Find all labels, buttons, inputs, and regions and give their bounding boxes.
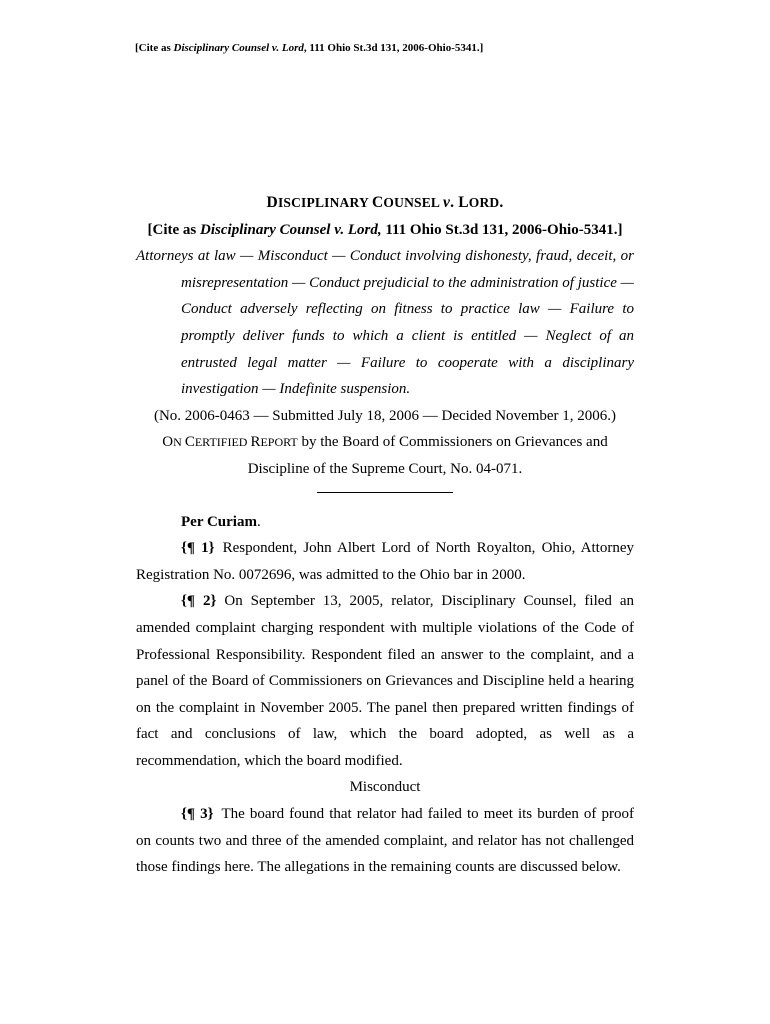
running-head [0, 42, 770, 54]
certified-c: C [184, 434, 195, 451]
opinion-body [136, 190, 634, 881]
title-v: v [442, 194, 451, 211]
case-title [136, 190, 634, 217]
certified-ertified: ERTIFIED [194, 435, 251, 450]
title-ord: ORD [468, 195, 500, 210]
cite-case-name: Disciplinary Counsel v. Lord, [200, 221, 382, 238]
headnote: Attorneys at law — Misconduct — Conduct involving dishonesty, fraud, deceit, or misrepresentation — Conduct prejudicial to the administration of justice — Conduct adversely reflecting on fitness to practice law — Failure to promptly deliver funds to which a client is entitled — Neglect of an entrusted legal matter — Failure to cooperate with a disciplinary investigation — Indefinite suspension. [136, 248, 634, 398]
paragraph-text: The board found that relator had failed to meet its burden of proof on counts two and three of the amended complaint, and relator has not challenged those findings here. The allegations in the remaining counts are discussed below. [136, 806, 635, 876]
cite-prefix: [Cite as [147, 221, 201, 238]
paragraph-number: {¶ 1} [181, 540, 215, 557]
title-c: C [372, 194, 384, 211]
docket-line: (No. 2006-0463 — Submitted July 18, 2006 — Decided November 1, 2006.) [153, 407, 617, 424]
paragraph-2 [136, 588, 634, 774]
per-curiam [136, 509, 634, 536]
certified-report [136, 429, 634, 482]
paragraph-text: On September 13, 2005, relator, Disciplinary Counsel, filed an amended complaint charging respondent with multiple violations of the Code of Professional Responsibility. Respondent filed an answer to the complaint, and a panel of the Board of Commissioners on Grievances and Discipline held a hearing on the complaint in November 2005. The panel then prepared written findings of fact and conclusions of law, which the board adopted, as well as a recommendation, which the board modified. [136, 593, 635, 769]
running-head-suffix: , 111 Ohio St.3d 131, 2006-Ohio-5341.] [303, 42, 484, 54]
cite-suffix: 111 Ohio St.3d 131, 2006-Ohio-5341.] [381, 221, 623, 238]
paragraph-text: Respondent, John Albert Lord of North Royalton, Ohio, Attorney Registration No. 0072696, was admitted to the Ohio bar in 2000. [136, 540, 634, 583]
certified-rest-line1: by the Board of Commissioners on Grievances and [297, 434, 608, 451]
case-citation [136, 217, 634, 244]
per-curiam-period: . [256, 513, 261, 530]
section-heading: Misconduct [349, 779, 421, 796]
paragraph-3 [136, 801, 634, 881]
running-head-prefix: [Cite as [135, 42, 174, 54]
running-head-case-name: Disciplinary Counsel v. Lord [173, 42, 304, 54]
divider-rule [317, 492, 453, 493]
title-ounsel: OUNSEL [383, 195, 443, 210]
title-d: D [266, 194, 278, 211]
paragraph-1 [136, 535, 634, 588]
certified-o: O [162, 434, 174, 451]
per-curiam-label: Per Curiam [181, 513, 257, 530]
title-l: . L [450, 194, 469, 211]
certified-r: R [250, 434, 261, 451]
certified-eport: EPORT [260, 435, 298, 450]
certified-n: N [173, 435, 185, 450]
paragraph-number: {¶ 3} [181, 806, 214, 823]
certified-line2: Discipline of the Supreme Court, No. 04-071. [247, 460, 523, 477]
title-end: . [499, 194, 504, 211]
title-isciplinary: ISCIPLINARY [277, 195, 373, 210]
paragraph-number: {¶ 2} [181, 593, 217, 610]
